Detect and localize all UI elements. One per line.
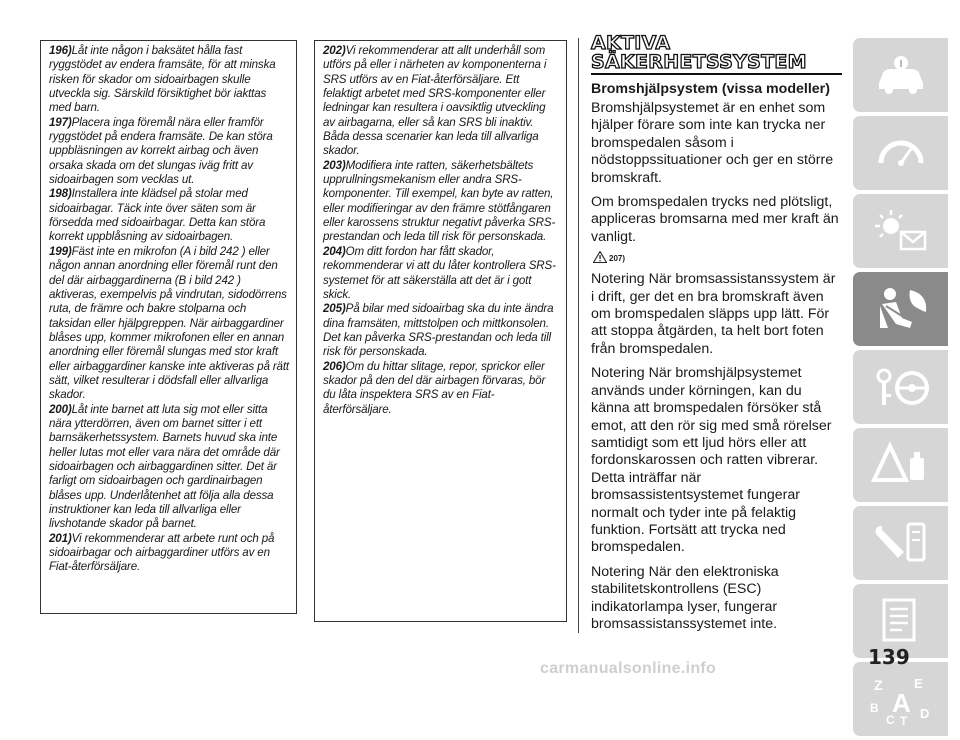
tab-car-info[interactable] [853,38,948,112]
warning-box-left [40,40,297,614]
starting-driving-icon [868,362,934,412]
airbag-safety-icon [868,284,934,334]
warning-note: 197)Placera inga föremål nära eller framför ryggstödet på endera framsäte. De kan störa uppbläsningen av korrekt airbag och även orsaka skada om det slungas iväg fritt av sidoairbagen som vecklas ut. [49,115,273,187]
tab-starting-driving[interactable] [853,350,948,424]
section-content [591,34,842,640]
svg-text:E: E [913,676,923,691]
car-info-icon [871,53,931,97]
emergency-icon [868,440,934,490]
svg-text:T: T [899,714,907,726]
warning-note: 206)Om du hittar slitage, repor, sprickor eller skador på den del där airbagen förvaras, bör du låta inspektera SRS av en Fiat-återförsäljare. [323,359,546,416]
subheading: Bromshjälpsystem (vissa modeller) [591,81,830,97]
warning-note: 203)Modifiera inte ratten, säkerhetsbältets upprullningsmekanism eller andra SRS-komponenter. Till exempel, kan byte av ratten, eller modifieringar av den främre stötfångaren eller karossens struktur negativt påverka SRS-prestandan och leda till risk för personskada. [323,158,556,244]
page-number: 139 [868,645,910,669]
paragraph: Notering När bromsassistanssystem är i drift, ger det en bra bromskraft även om bromspedalen släpps upp lätt. För att stoppa åtgärden, ta helt bort foten från bromspedalen. [591,271,836,357]
warning-note: 204)Om ditt fordon har fått skador, rekommenderar vi att du låter kontrollera SRS-systemet för att säkerställa att det är i gott skick. [323,244,556,301]
paragraph: Notering När den elektroniska stabilitetskontrollens (ESC) indikatorlampa lyser, fungerar bromsassistanssystemet inte. [591,563,779,632]
warning-note: 201)Vi rekommenderar att arbete runt och på sidoairbagar och airbaggardiner utförs av en Fiat-återförsäljare. [49,531,275,574]
warning-note: 202)Vi rekommenderar att allt underhåll som utförs på eller i närheten av komponenterna i SRS utförs av en Fiat-återförsäljare. Ett felaktigt arbetet med SRS-komponenter eller ledningar kan resultera i oavsiktlig utveckling av airbagarna, eller så kan SRS bli inaktiv. Båda dessa scenarier kan leda till allvarliga skador. [323,44,547,158]
warning-note: 200)Låt inte barnet att luta sig mot eller sitta nära ytterdörren, även om barnet sitter i ett barnsäkerhetssystem. Barnets huvud ska inte heller lutas mot eller vara nära det område där sidoairbagen och airbaggardinen sitter. Det är farligt om sidoairbagen och gardinairbagen blåses upp. Underlåtenhet att följa alla dessa instruktioner kan leda till allvarliga eller livshotande skador på barnet. [49,402,280,531]
svg-text:A: A [891,688,911,718]
warning-note: 199)Fäst inte en mikrofon (A i bild 242 ) eller någon annan anordning eller föremål runt den del där airbaggardinerna (B i bild 242 ) aktiveras, exempelvis på vindrutan, sidodörrens ruta, de främre och bakre stolparna och taksidan eller hjälpgreppen. När airbaggardiner blåses upp, kommer mikrofonen eller en annan anordning eller föremål slungas med stor kraft eller airbaggardiner kanske inte aktiveras på rätt sätt, vilket resulterar i dödsfall eller allvarliga skador. [49,244,289,402]
tab-warning-lights[interactable] [853,194,948,268]
svg-text:D: D [919,706,929,721]
tab-safety[interactable] [853,272,948,346]
tab-emergency[interactable] [853,428,948,502]
paragraph: Notering När bromshjälpsystemet används under körningen, kan du känna att bromspedalen försöker stå emot, att den rör sig med små rörelser samtidigt som ett ljud hörs eller att fordonskarossen och ratten vibrerar. Detta inträffar när bromsassistentsystemet fungerar normalt och tyder inte på felaktig funktion. Fortsätt att trycka ned bromspedalen. [591,365,832,556]
tab-index[interactable] [853,662,948,736]
title-rule [591,73,842,75]
section-title: AKTIVA SÄKERHETSSYSTEM [591,32,807,73]
chapter-tabs [853,38,948,740]
svg-text:C: C [885,713,895,726]
warning-box-middle [314,40,567,622]
watermark: carmanualsonline.info [540,660,717,677]
dashboard-gauge-icon [871,131,931,175]
warning-note: 196)Låt inte någon i baksätet hålla fast ryggstödet av endera framsäte, för att minska risken för skador om sidoairbagen skulle utveckla sig. Särskild försiktighet bör iakttas med barn. [49,44,276,115]
technical-data-icon [868,596,934,646]
warning-lights-icon [869,206,933,256]
column-divider [578,38,579,633]
index-az-icon [866,672,936,726]
tab-maintenance[interactable] [853,506,948,580]
svg-text:Z: Z [873,677,883,693]
warning-ref-number: 207) [609,254,626,264]
warning-triangle-icon [593,251,607,263]
paragraph: Om bromspedalen trycks ned plötsligt, appliceras bromsarna med mer kraft än vanligt. [591,194,839,245]
maintenance-icon [868,518,934,568]
paragraph: Bromshjälpsystemet är en enhet som hjälper förare som inte kan trycka ner bromspedalen såsom i nödstoppssituationer och ger en större bromskraft. [591,100,834,186]
warning-reference [593,251,842,263]
warning-note: 198)Installera inte klädsel på stolar med sidoairbagar. Täck inte över säten som är försedda med sidoairbagar. Detta kan störa korrekt uppblåsning av sidoairbagen. [49,187,266,244]
tab-dashboard[interactable] [853,116,948,190]
warning-note: 205)På bilar med sidoairbag ska du inte ändra dina framsäten, mittstolpen och mittkonsolen. Det kan påverka SRS-prestandan och leda till risk för personskada. [323,302,554,359]
svg-text:B: B [869,701,879,715]
